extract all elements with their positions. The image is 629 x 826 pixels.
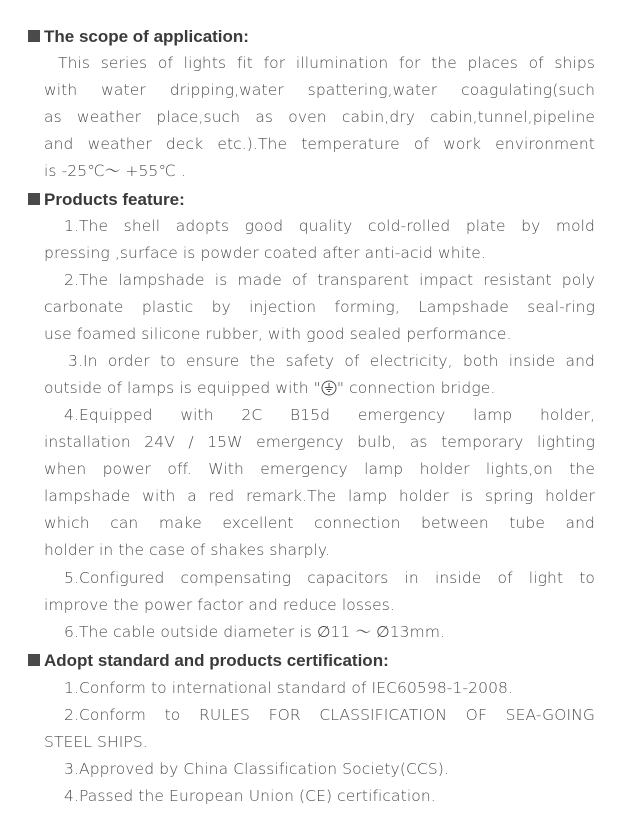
feature-line: which can make excellent connection between tube and <box>44 514 595 532</box>
scope-line: is -25℃～ +55℃ . <box>44 162 186 180</box>
standard-line: 2.Conform to RULES FOR CLASSIFICATION OF SEA-GOING <box>64 706 595 724</box>
features-heading-text: Products feature: <box>44 190 185 209</box>
feature-line-part: outside of lamps is equipped with " <box>44 379 321 397</box>
earth-ground-icon <box>321 380 337 396</box>
feature-line: 1.The shell adopts good quality cold-rolled plate by mold <box>64 217 595 235</box>
feature-line: when power off. With emergency lamp holder lights,on the <box>44 460 595 478</box>
feature-line: 4.Equipped with 2C B15d emergency lamp holder, <box>64 406 595 424</box>
scope-line: and weather deck etc.).The temperature of work environment <box>44 135 595 153</box>
scope-line: as weather place,such as oven cabin,dry cabin,tunnel,pipeline <box>44 108 595 126</box>
feature-line: holder in the case of shakes sharply. <box>44 541 330 559</box>
feature-line: 6.The cable outside diameter is ∅11 ～ ∅13mm. <box>64 623 446 641</box>
feature-line: use foamed silicone rubber, with good sealed performance. <box>44 325 512 343</box>
feature-line: pressing ,surface is powder coated after anti-acid white. <box>44 244 486 262</box>
feature-line-earth <box>44 378 595 398</box>
square-bullet-icon <box>28 193 40 205</box>
feature-line: lampshade with a red remark.The lamp holder is spring holder <box>44 487 595 505</box>
standard-line: 4.Passed the European Union (CE) certification. <box>64 787 436 805</box>
scope-line: with water dripping,water spattering,water coagulating(such <box>44 81 595 99</box>
standards-heading-text: Adopt standard and products certification: <box>44 651 389 670</box>
feature-line: installation 24V / 15W emergency bulb, as temporary lighting <box>44 433 595 451</box>
scope-line: This series of lights fit for illumination for the places of ships <box>58 54 595 72</box>
feature-line: 3.In order to ensure the safety of electricity, both inside and <box>68 352 595 370</box>
feature-line: improve the power factor and reduce losses. <box>44 596 396 614</box>
standard-line: 3.Approved by China Classification Society(CCS). <box>64 760 449 778</box>
square-bullet-icon <box>28 30 40 42</box>
feature-line: carbonate plastic by injection forming, Lampshade seal-ring <box>44 298 595 316</box>
feature-line: 2.The lampshade is made of transparent impact resistant poly <box>64 271 595 289</box>
standard-line: STEEL SHIPS. <box>44 733 148 751</box>
feature-line: 5.Configured compensating capacitors in inside of light to <box>64 569 595 587</box>
square-bullet-icon <box>28 654 40 666</box>
standard-line: 1.Conform to international standard of IEC60598-1-2008. <box>64 679 514 697</box>
scope-heading <box>28 27 249 47</box>
standards-heading <box>28 651 389 671</box>
features-heading <box>28 190 185 210</box>
scope-heading-text: The scope of application: <box>44 27 249 46</box>
feature-line-part: " connection bridge. <box>336 379 496 397</box>
